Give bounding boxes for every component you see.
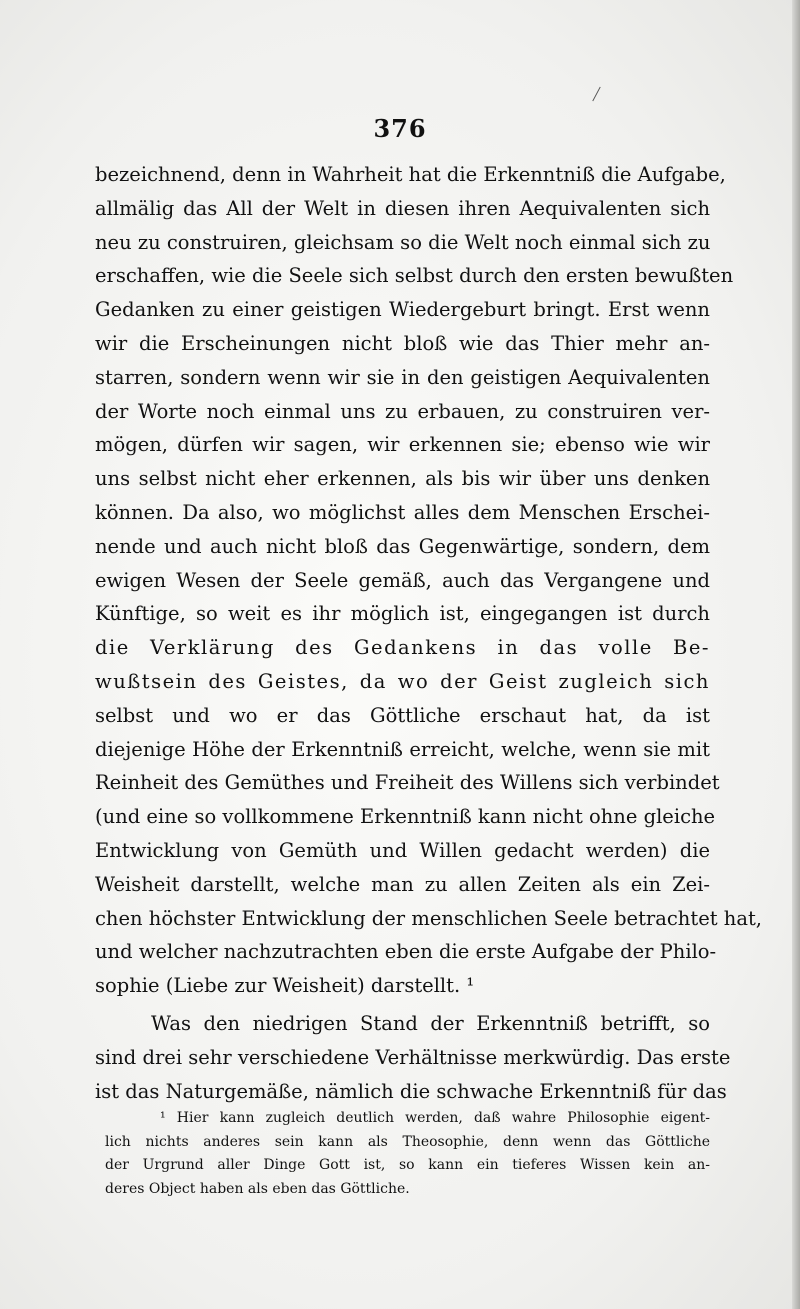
text-line: der Worte noch einmal uns zu erbauen, zu construiren ver- (95, 399, 710, 423)
text-line: selbst und wo er das Göttliche erschaut hat, da ist (95, 703, 710, 727)
text-line: Reinheit des Gemüthes und Freiheit des Willens sich verbindet (95, 771, 720, 795)
text-line: chen höchster Entwicklung der menschlichen Seele betrachtet hat, (95, 906, 762, 930)
text-line: Künftige, so weit es ihr möglich ist, eingegangen ist durch (95, 602, 710, 626)
footnote-line: deres Object haben als eben das Göttliche. (105, 1180, 410, 1197)
text-line: ist das Naturgemäße, nämlich die schwache Erkenntniß für das (95, 1079, 727, 1103)
footnote (105, 1107, 710, 1201)
text-line: ewigen Wesen der Seele gemäß, auch das Vergangene und (95, 568, 710, 592)
page-edge-shadow (792, 0, 800, 1309)
text-line: wir die Erscheinungen nicht bloß wie das Thier mehr an- (95, 331, 710, 355)
footnote-line: der Urgrund aller Dinge Gott ist, so kann ein tieferes Wissen kein an- (105, 1157, 710, 1173)
text-line: und welcher nachzutrachten eben die erste Aufgabe der Philo- (95, 940, 717, 964)
text-line: Gedanken zu einer geistigen Wiedergeburt bringt. Erst wenn (95, 298, 710, 322)
text-line: neu zu construiren, gleichsam so die Welt noch einmal sich zu (95, 230, 711, 254)
text-line: allmälig das All der Welt in diesen ihren Aequivalenten sich (95, 196, 710, 220)
text-line: erschaffen, wie die Seele sich selbst durch den ersten bewußten (95, 264, 734, 288)
pencil-mark (592, 87, 600, 102)
text-line: sophie (Liebe zur Weisheit) darstellt. ¹ (95, 974, 475, 998)
text-line: Weisheit darstellt, welche man zu allen Zeiten als ein Zei- (95, 872, 710, 896)
main-text (95, 158, 762, 1108)
text-line: diejenige Höhe der Erkenntniß erreicht, welche, wenn sie mit (95, 737, 710, 761)
page-number: 376 (373, 114, 427, 143)
footnote-line: ¹ Hier kann zugleich deutlich werden, daß wahre Philosophie eigent- (160, 1110, 710, 1126)
text-line: sind drei sehr verschiedene Verhältnisse merkwürdig. Das erste (95, 1045, 731, 1069)
text-line: bezeichnend, denn in Wahrheit hat die Erkenntniß die Aufgabe, (95, 163, 726, 186)
text-line: Entwicklung von Gemüth und Willen gedacht werden) die (95, 838, 710, 862)
text-line: nende und auch nicht bloß das Gegenwärtige, sondern, dem (95, 534, 710, 558)
text-line: die Verklärung des Gedankens in das volle Be- (95, 636, 710, 660)
text-line: wußtsein des Geistes, da wo der Geist zugleich sich (95, 669, 710, 693)
text-line: (und eine so vollkommene Erkenntniß kann nicht ohne gleiche (95, 805, 716, 829)
footnote-line: lich nichts anderes sein kann als Theosophie, denn wenn das Göttliche (105, 1133, 710, 1150)
text-line: Was den niedrigen Stand der Erkenntniß betrifft, so (151, 1011, 710, 1035)
text-line: uns selbst nicht eher erkennen, als bis wir über uns denken (95, 467, 710, 491)
text-line: starren, sondern wenn wir sie in den geistigen Aequivalenten (95, 365, 710, 389)
text-line: können. Da also, wo möglichst alles dem Menschen Erschei- (95, 500, 710, 524)
text-line: mögen, dürfen wir sagen, wir erkennen sie; ebenso wie wir (95, 433, 710, 457)
